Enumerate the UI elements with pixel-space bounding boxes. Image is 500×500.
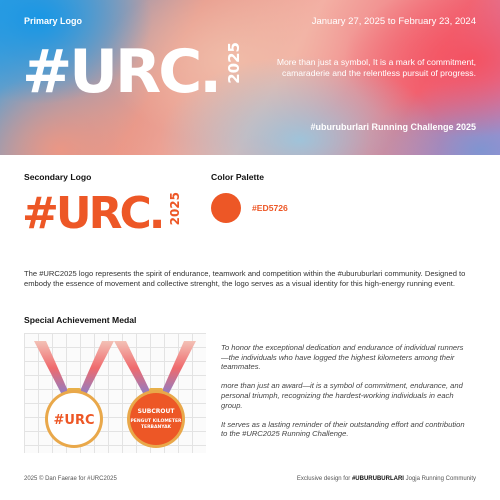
medal-2-tag: SUBCROUT bbox=[137, 408, 175, 415]
secondary-logo-text: #URC. bbox=[22, 188, 163, 239]
hero-tagline: More than just a symbol, It is a mark of commitment, camaraderie and the relentless pursuit of progress. bbox=[276, 57, 476, 78]
medal-paragraph-2: more than just an award—it is a symbol of commitment, endurance, and personal triumph, recognizing the hardest-working individuals in each group. bbox=[221, 381, 463, 410]
color-swatch-hex: #ED5726 bbox=[252, 203, 288, 213]
footer-community bbox=[297, 476, 476, 482]
medal-2-line2: TERBANYAK bbox=[140, 425, 172, 430]
color-palette-label: Color Palette bbox=[211, 172, 265, 182]
primary-logo-text: #URC. bbox=[22, 37, 220, 107]
primary-logo-label: Primary Logo bbox=[24, 16, 83, 26]
medal-1-ribbon-right bbox=[80, 341, 114, 395]
medal-1-logo: #URC bbox=[53, 413, 95, 428]
secondary-logo bbox=[22, 190, 182, 238]
medal-description bbox=[221, 343, 471, 449]
footer-credit: 2025 © Dan Faerae for #URC2025 bbox=[24, 476, 117, 482]
medal-illustration bbox=[24, 333, 206, 453]
hero-event-title: #uburuburlari Running Challenge 2025 bbox=[310, 122, 476, 132]
footer-suffix: Jogja Running Community bbox=[403, 476, 476, 482]
secondary-logo-year: 2025 bbox=[167, 192, 182, 226]
medal-1 bbox=[34, 341, 114, 448]
logo-description: The #URC2025 logo represents the spirit of endurance, teamwork and competition within the #uburuburlari community. Designed to embody the essence of movement and collective strenght, the logo serves as a visual identity for this high-energy running event. bbox=[24, 269, 466, 288]
medal-artwork bbox=[24, 333, 206, 453]
medal-paragraph-1: To honor the exceptional dedication and endurance of individual runners—the individuals who have logged the highest kilometers among their teammates. bbox=[221, 343, 464, 372]
footer-community-name: #UBURUBURLARI bbox=[351, 476, 404, 482]
medal-2-ribbon-left bbox=[114, 341, 150, 395]
color-swatch bbox=[211, 193, 241, 223]
primary-logo-year: 2025 bbox=[225, 42, 244, 84]
medal-2-line1: PENGUT KILOMETER bbox=[130, 419, 182, 424]
footer-prefix: Exclusive design for bbox=[296, 476, 352, 482]
hero-banner bbox=[0, 0, 500, 155]
medal-2 bbox=[114, 341, 196, 448]
event-date: January 27, 2025 to February 23, 2024 bbox=[311, 16, 476, 27]
medal-paragraph-3: It serves as a lasting reminder of their outstanding effort and contribution to the #URC2025 Running Challenge. bbox=[221, 419, 465, 439]
medal-1-ribbon-left bbox=[34, 341, 68, 395]
medal-section-title: Special Achievement Medal bbox=[24, 315, 137, 325]
medal-2-ribbon-right bbox=[162, 341, 196, 395]
secondary-logo-label: Secondary Logo bbox=[24, 172, 92, 182]
primary-logo bbox=[22, 37, 244, 107]
